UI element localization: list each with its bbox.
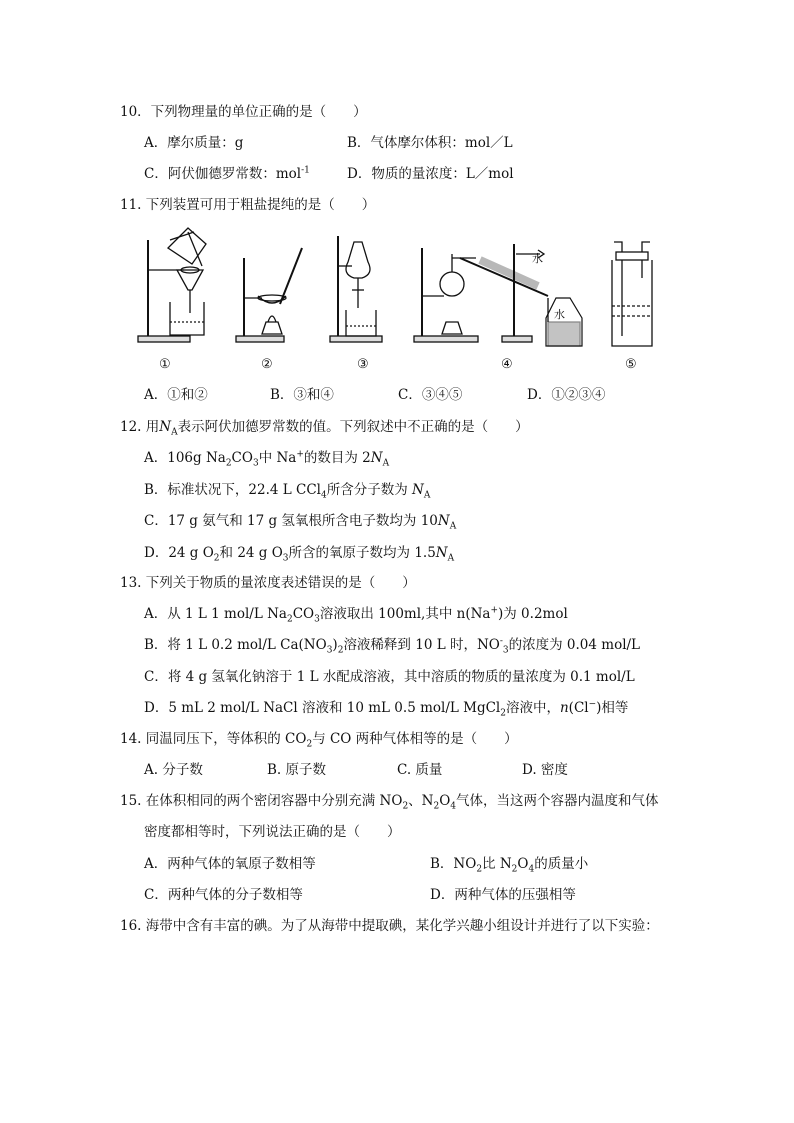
q15-option-b: B．$NO_2$比 $N_2O_4$的质量小 xyxy=(430,856,589,875)
q10-option-a: A．摩尔质量：g xyxy=(144,135,244,151)
q15-stem-line2: 密度都相等时，下列说法正确的是（ ） xyxy=(144,824,401,840)
q10-option-b: B．气体摩尔体积：mol／L xyxy=(347,135,513,151)
fig-label-4: ④ xyxy=(501,357,513,372)
q13-stem: 13. 下列关于物质的量浓度表述错误的是（ ） xyxy=(120,575,416,591)
q10-option-d: D．物质的量浓度：L／mol xyxy=(347,166,514,182)
q11-option-c: C．③④⑤ xyxy=(398,387,463,403)
q15-option-d: D．两种气体的压强相等 xyxy=(430,887,576,903)
q11-stem: 11. 下列装置可用于粗盐提纯的是（ ） xyxy=(120,197,376,213)
q12-option-c: C．17 g 氨气和 17 g 氢氧根所含电子数均为 $10N_A$ xyxy=(144,513,457,532)
q13-option-c: C．将 4 g 氢氧化钠溶于 1 L 水配成溶液，其中溶质的物质的量浓度为 0.1 mol/L xyxy=(144,669,635,685)
q15-option-c: C．两种气体的分子数相等 xyxy=(144,887,303,903)
q14-option-c: C. 质量 xyxy=(397,762,443,778)
water-label-side: 水 xyxy=(554,308,565,321)
q10-option-c: C．阿伏伽德罗常数：mol$^{-1}$ xyxy=(144,165,310,182)
apparatus-2-evaporation xyxy=(236,248,302,342)
fig-label-1: ① xyxy=(159,357,171,372)
apparatus-5-gas-bottle xyxy=(612,242,652,346)
apparatus-1-filtration xyxy=(138,228,206,342)
q11-option-a: A．①和② xyxy=(144,387,208,403)
q16-stem: 16. 海带中含有丰富的碘。为了从海带中提取碘，某化学兴趣小组设计并进行了以下实验： xyxy=(120,918,659,934)
q12-option-b: B．标准状况下，22.4 L CCl$_4$所含分子数为 $N_A$ xyxy=(144,482,431,501)
apparatus-4-distillation xyxy=(414,244,582,346)
q14-option-a: A. 分子数 xyxy=(144,762,203,778)
q15-option-a: A．两种气体的氧原子数相等 xyxy=(144,856,316,872)
q14-stem: 14. 同温同压下，等体积的 $CO_2$与 CO 两种气体相等的是（ ） xyxy=(120,731,518,750)
q10-stem: 10．下列物理量的单位正确的是（ ） xyxy=(120,104,367,120)
q12-stem: 12. 用$N_A$表示阿伏加德罗常数的值。下列叙述中不正确的是（ ） xyxy=(120,419,529,438)
apparatus-figure xyxy=(130,218,660,376)
q14-option-b: B. 原子数 xyxy=(267,762,327,778)
q11-option-d: D．①②③④ xyxy=(527,387,606,403)
water-label-top: 水 xyxy=(532,252,543,265)
q15-stem-line1: 15. 在体积相同的两个密闭容器中分别充满 $NO_2$、$N_2O_4$气体，当这两个容器内温度和气体 xyxy=(120,793,659,812)
q14-option-d: D. 密度 xyxy=(522,762,568,778)
q13-option-a: A．从 1 L 1 mol/L $Na_2CO_3$溶液取出 100ml,其中 n(Na+)为 0.2mol xyxy=(144,605,568,625)
q12-option-a: A．106g $Na_2CO_3$中 Na+的数目为 $2N_A$ xyxy=(144,449,390,469)
fig-label-2: ② xyxy=(261,357,273,372)
apparatus-3-separatory-funnel xyxy=(330,236,382,342)
q12-option-d: D．24 g $O_2$和 24 g $O_3$所含的氧原子数均为 $1.5N_A$ xyxy=(144,545,455,564)
q11-option-b: B．③和④ xyxy=(270,387,334,403)
fig-label-5: ⑤ xyxy=(625,357,637,372)
fig-label-3: ③ xyxy=(357,357,369,372)
q13-option-d: D．5 mL 2 mol/L NaCl 溶液和 10 mL 0.5 mol/L MgCl$_2$溶液中，n(Cl−)相等 xyxy=(144,699,629,719)
q13-option-b: B．将 1 L 0.2 mol/L $Ca(NO_3)_2$溶液稀释到 10 L 时，$NO^-_3$的浓度为 0.04 mol/L xyxy=(144,636,641,656)
